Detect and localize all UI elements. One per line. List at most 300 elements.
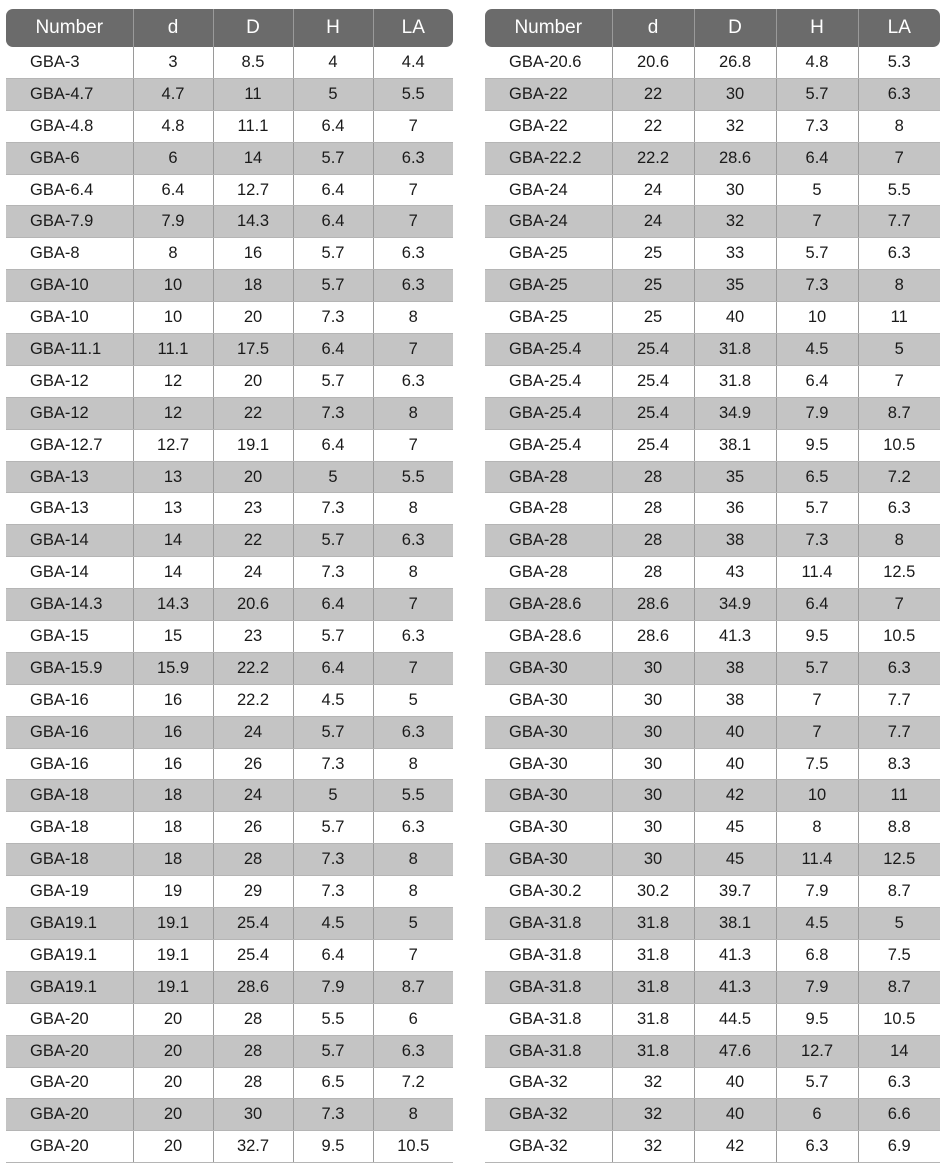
cell-d-outer: 18 [213,270,293,302]
cell-h: 5.7 [293,238,373,270]
cell-la: 6.3 [858,1067,940,1099]
cell-h: 6.4 [776,142,858,174]
cell-la: 7 [858,365,940,397]
cell-d-inner: 3 [133,47,213,78]
cell-la: 7 [373,589,453,621]
cell-h: 8 [776,812,858,844]
cell-d-outer: 40 [694,748,776,780]
cell-h: 6.4 [293,939,373,971]
cell-number: GBA-28 [485,557,612,589]
table-row [6,493,453,525]
cell-number: GBA-12.7 [6,429,133,461]
table-row [485,78,940,110]
cell-number: GBA-24 [485,206,612,238]
cell-number: GBA-28.6 [485,589,612,621]
cell-d-outer: 47.6 [694,1035,776,1067]
cell-h: 6.4 [293,174,373,206]
cell-d-inner: 25 [612,302,694,334]
cell-d-inner: 30 [612,748,694,780]
cell-h: 6.5 [293,1067,373,1099]
cell-d-outer: 30 [213,1099,293,1131]
cell-la: 8.7 [858,397,940,429]
cell-la: 6.3 [373,238,453,270]
cell-d-inner: 19.1 [133,908,213,940]
cell-d-inner: 19.1 [133,971,213,1003]
cell-d-inner: 28.6 [612,621,694,653]
cell-number: GBA-10 [6,270,133,302]
cell-number: GBA-28 [485,493,612,525]
table-row [6,461,453,493]
cell-d-inner: 16 [133,716,213,748]
table-row [6,1099,453,1131]
cell-d-outer: 30 [694,174,776,206]
cell-la: 6.3 [858,493,940,525]
table-row [485,397,940,429]
cell-number: GBA-19 [6,876,133,908]
cell-la: 11 [858,780,940,812]
table-row [6,142,453,174]
cell-h: 5.7 [776,493,858,525]
cell-d-inner: 31.8 [612,908,694,940]
cell-h: 5.7 [293,716,373,748]
table-body-left [6,47,453,1163]
cell-number: GBA-20 [6,1035,133,1067]
cell-la: 6.3 [373,716,453,748]
cell-h: 11.4 [776,557,858,589]
cell-h: 7.3 [776,525,858,557]
table-row [485,844,940,876]
cell-h: 7.3 [293,876,373,908]
cell-d-outer: 23 [213,493,293,525]
cell-number: GBA-13 [6,493,133,525]
table-row [6,908,453,940]
cell-d-inner: 14.3 [133,589,213,621]
cell-d-outer: 38 [694,652,776,684]
table-row [6,334,453,366]
table-row [6,1003,453,1035]
cell-la: 7.7 [858,684,940,716]
cell-h: 6.4 [293,589,373,621]
cell-d-inner: 28 [612,493,694,525]
cell-la: 7 [373,334,453,366]
cell-h: 7.3 [293,397,373,429]
cell-la: 7 [373,939,453,971]
cell-number: GBA-15.9 [6,652,133,684]
cell-d-outer: 22.2 [213,652,293,684]
table-row [6,621,453,653]
cell-d-outer: 40 [694,1067,776,1099]
cell-d-inner: 25.4 [612,365,694,397]
cell-h: 4.5 [776,334,858,366]
cell-number: GBA-25.4 [485,334,612,366]
table-row [485,1035,940,1067]
cell-la: 7 [858,142,940,174]
dimension-table-left [6,9,453,1163]
header-d-outer: D [213,9,293,47]
cell-h: 5 [293,461,373,493]
cell-la: 5.5 [373,78,453,110]
cell-d-inner: 28 [612,557,694,589]
table-row [6,716,453,748]
cell-d-inner: 30 [612,780,694,812]
cell-d-inner: 30 [612,812,694,844]
cell-d-inner: 30.2 [612,876,694,908]
table-row [6,429,453,461]
cell-d-outer: 16 [213,238,293,270]
table-row [6,302,453,334]
cell-number: GBA-7.9 [6,206,133,238]
cell-d-outer: 28 [213,1035,293,1067]
cell-d-inner: 25 [612,270,694,302]
table-row [6,238,453,270]
cell-number: GBA-31.8 [485,1003,612,1035]
cell-la: 8 [373,748,453,780]
cell-d-outer: 31.8 [694,334,776,366]
cell-d-outer: 22 [213,397,293,429]
cell-la: 4.4 [373,47,453,78]
cell-d-outer: 38.1 [694,908,776,940]
cell-number: GBA-22.2 [485,142,612,174]
cell-la: 8 [858,110,940,142]
cell-la: 5.5 [373,461,453,493]
cell-d-outer: 20 [213,365,293,397]
cell-number: GBA-16 [6,748,133,780]
cell-d-outer: 32 [694,110,776,142]
cell-d-outer: 22.2 [213,684,293,716]
cell-d-outer: 28.6 [213,971,293,1003]
cell-number: GBA-28.6 [485,621,612,653]
cell-number: GBA-30 [485,684,612,716]
cell-d-outer: 30 [694,78,776,110]
table-row [485,174,940,206]
cell-d-inner: 20.6 [612,47,694,78]
cell-d-inner: 31.8 [612,1003,694,1035]
cell-d-outer: 20 [213,461,293,493]
header-row [6,9,453,47]
cell-h: 5 [293,780,373,812]
cell-d-inner: 15.9 [133,652,213,684]
cell-d-outer: 20 [213,302,293,334]
table-row [6,47,453,78]
cell-d-outer: 26.8 [694,47,776,78]
header-number: Number [485,9,612,47]
cell-number: GBA-6.4 [6,174,133,206]
cell-d-inner: 6.4 [133,174,213,206]
cell-la: 6.3 [373,1035,453,1067]
cell-d-inner: 16 [133,748,213,780]
cell-la: 14 [858,1035,940,1067]
cell-number: GBA-31.8 [485,971,612,1003]
cell-d-outer: 34.9 [694,589,776,621]
table-row [6,270,453,302]
cell-d-outer: 44.5 [694,1003,776,1035]
cell-la: 10.5 [858,1003,940,1035]
cell-d-outer: 41.3 [694,971,776,1003]
cell-h: 7.9 [293,971,373,1003]
cell-d-inner: 6 [133,142,213,174]
cell-number: GBA-25 [485,270,612,302]
cell-h: 5.7 [293,621,373,653]
header-h: H [293,9,373,47]
header-row [485,9,940,47]
cell-h: 5.7 [776,1067,858,1099]
cell-h: 11.4 [776,844,858,876]
cell-h: 7.9 [776,971,858,1003]
cell-d-outer: 45 [694,844,776,876]
cell-la: 7.2 [858,461,940,493]
table-row [485,1099,940,1131]
header-number: Number [6,9,133,47]
table-row [6,174,453,206]
cell-la: 8 [373,302,453,334]
cell-la: 8 [373,1099,453,1131]
cell-la: 5 [373,908,453,940]
table-row [6,780,453,812]
cell-h: 4 [293,47,373,78]
cell-la: 5 [858,334,940,366]
cell-la: 5.5 [373,780,453,812]
cell-d-outer: 11.1 [213,110,293,142]
header-d-outer: D [694,9,776,47]
cell-h: 4.5 [776,908,858,940]
cell-d-outer: 25.4 [213,939,293,971]
cell-h: 7 [776,206,858,238]
cell-la: 5.5 [858,174,940,206]
cell-h: 7 [776,684,858,716]
cell-number: GBA-18 [6,780,133,812]
cell-d-inner: 20 [133,1067,213,1099]
cell-h: 4.5 [293,908,373,940]
cell-la: 5.3 [858,47,940,78]
cell-d-inner: 18 [133,812,213,844]
cell-number: GBA-28 [485,461,612,493]
cell-d-outer: 23 [213,621,293,653]
cell-d-inner: 12.7 [133,429,213,461]
table-row [6,589,453,621]
table-row [6,397,453,429]
cell-d-outer: 38.1 [694,429,776,461]
cell-h: 7.3 [293,493,373,525]
cell-d-inner: 25 [612,238,694,270]
cell-number: GBA-25 [485,302,612,334]
table-row [485,780,940,812]
cell-d-outer: 45 [694,812,776,844]
table-row [485,238,940,270]
table-row [485,334,940,366]
cell-h: 7.3 [293,302,373,334]
cell-d-inner: 11.1 [133,334,213,366]
cell-d-outer: 41.3 [694,939,776,971]
table-row [485,461,940,493]
cell-h: 5.7 [293,812,373,844]
cell-h: 6.4 [293,334,373,366]
cell-la: 6.3 [858,238,940,270]
cell-d-inner: 32 [612,1099,694,1131]
cell-h: 4.5 [293,684,373,716]
cell-number: GBA19.1 [6,939,133,971]
table-row [6,78,453,110]
table-row [485,716,940,748]
cell-d-outer: 20.6 [213,589,293,621]
cell-h: 6 [776,1099,858,1131]
cell-number: GBA-32 [485,1067,612,1099]
table-row [485,365,940,397]
cell-d-outer: 40 [694,716,776,748]
cell-d-inner: 22 [612,78,694,110]
header-la: LA [858,9,940,47]
cell-d-outer: 28 [213,844,293,876]
table-row [6,110,453,142]
cell-d-inner: 22 [612,110,694,142]
cell-d-outer: 42 [694,780,776,812]
cell-h: 6.4 [293,110,373,142]
cell-number: GBA-31.8 [485,939,612,971]
table-row [6,557,453,589]
cell-h: 7.9 [776,876,858,908]
cell-d-outer: 28.6 [694,142,776,174]
cell-h: 6.5 [776,461,858,493]
cell-number: GBA19.1 [6,908,133,940]
cell-la: 7 [373,206,453,238]
cell-la: 7.2 [373,1067,453,1099]
cell-h: 7.3 [293,748,373,780]
cell-la: 6.3 [373,525,453,557]
cell-h: 9.5 [776,429,858,461]
table-row [485,1131,940,1163]
cell-number: GBA-10 [6,302,133,334]
cell-h: 6.8 [776,939,858,971]
cell-d-inner: 25.4 [612,397,694,429]
cell-la: 6.9 [858,1131,940,1163]
cell-h: 6.4 [293,652,373,684]
cell-la: 8 [373,844,453,876]
cell-number: GBA-28 [485,525,612,557]
cell-d-inner: 12 [133,397,213,429]
table-row [485,652,940,684]
dimension-table-right [485,9,940,1163]
cell-d-inner: 20 [133,1003,213,1035]
cell-number: GBA-20 [6,1099,133,1131]
table-row [485,684,940,716]
table-row [485,589,940,621]
table-row [485,302,940,334]
cell-d-inner: 31.8 [612,939,694,971]
cell-d-outer: 24 [213,780,293,812]
cell-d-outer: 24 [213,716,293,748]
cell-d-inner: 20 [133,1131,213,1163]
cell-la: 6.3 [373,812,453,844]
cell-h: 10 [776,780,858,812]
cell-d-outer: 14 [213,142,293,174]
cell-d-inner: 8 [133,238,213,270]
cell-d-inner: 7.9 [133,206,213,238]
cell-number: GBA-3 [6,47,133,78]
cell-d-inner: 13 [133,461,213,493]
cell-la: 8 [858,525,940,557]
table-row [485,429,940,461]
cell-number: GBA-8 [6,238,133,270]
table-row [485,748,940,780]
cell-h: 7.3 [293,1099,373,1131]
cell-d-inner: 13 [133,493,213,525]
cell-la: 8.3 [858,748,940,780]
cell-d-outer: 25.4 [213,908,293,940]
cell-d-outer: 35 [694,461,776,493]
cell-la: 11 [858,302,940,334]
cell-la: 6.3 [373,142,453,174]
header-la: LA [373,9,453,47]
cell-number: GBA-13 [6,461,133,493]
cell-d-inner: 24 [612,206,694,238]
cell-h: 5.7 [293,142,373,174]
cell-d-inner: 28.6 [612,589,694,621]
cell-la: 8 [373,397,453,429]
cell-h: 7.3 [776,110,858,142]
cell-d-inner: 19.1 [133,939,213,971]
cell-h: 5.7 [293,1035,373,1067]
table-row [485,142,940,174]
cell-d-outer: 41.3 [694,621,776,653]
cell-number: GBA-15 [6,621,133,653]
cell-la: 6.3 [373,621,453,653]
cell-d-inner: 31.8 [612,1035,694,1067]
table-row [485,525,940,557]
table-row [485,812,940,844]
cell-h: 7.5 [776,748,858,780]
table-row [6,1067,453,1099]
cell-d-inner: 25.4 [612,334,694,366]
cell-number: GBA-4.7 [6,78,133,110]
cell-number: GBA-6 [6,142,133,174]
cell-la: 7 [373,429,453,461]
cell-number: GBA-12 [6,397,133,429]
cell-d-inner: 20 [133,1035,213,1067]
cell-d-outer: 32 [694,206,776,238]
cell-la: 8.7 [858,971,940,1003]
cell-number: GBA-30 [485,780,612,812]
cell-number: GBA-25.4 [485,365,612,397]
cell-d-inner: 25.4 [612,429,694,461]
cell-number: GBA-25 [485,238,612,270]
cell-d-outer: 42 [694,1131,776,1163]
cell-number: GBA-18 [6,812,133,844]
cell-d-inner: 15 [133,621,213,653]
cell-la: 6.3 [373,270,453,302]
cell-la: 7.7 [858,716,940,748]
cell-d-inner: 28 [612,525,694,557]
cell-number: GBA-30 [485,652,612,684]
cell-d-inner: 31.8 [612,971,694,1003]
table-row [6,844,453,876]
cell-d-outer: 40 [694,302,776,334]
cell-la: 6 [373,1003,453,1035]
table-row [485,1003,940,1035]
cell-h: 7.3 [293,557,373,589]
cell-la: 8 [373,557,453,589]
cell-d-inner: 20 [133,1099,213,1131]
cell-d-outer: 22 [213,525,293,557]
table-row [6,525,453,557]
cell-h: 5.7 [776,78,858,110]
table-row [485,110,940,142]
cell-number: GBA-14 [6,525,133,557]
cell-h: 6.4 [776,589,858,621]
table-row [6,206,453,238]
cell-d-outer: 31.8 [694,365,776,397]
cell-h: 5.7 [293,525,373,557]
cell-h: 5.7 [293,270,373,302]
cell-number: GBA-14.3 [6,589,133,621]
